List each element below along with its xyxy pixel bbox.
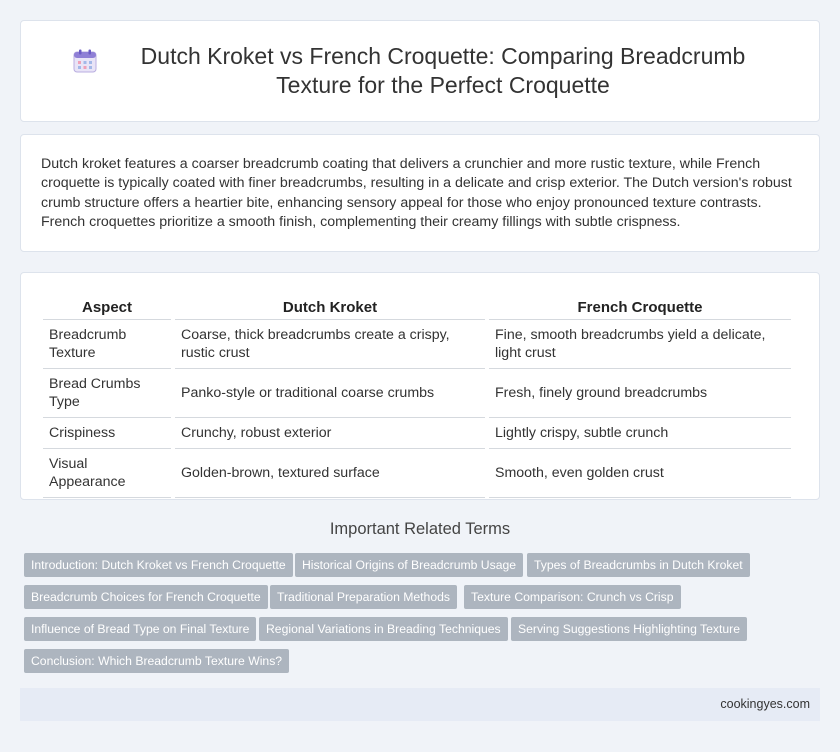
- related-tag[interactable]: Conclusion: Which Breadcrumb Texture Wins?: [24, 649, 289, 673]
- table-cell: Golden-brown, textured surface: [175, 449, 485, 498]
- table-cell: Coarse, thick breadcrumbs create a crispy, rustic crust: [175, 320, 485, 369]
- table-cell: Fresh, finely ground breadcrumbs: [489, 369, 791, 418]
- related-tag[interactable]: Types of Breadcrumbs in Dutch Kroket: [527, 553, 750, 577]
- related-tag[interactable]: Introduction: Dutch Kroket vs French Croquette: [24, 553, 293, 577]
- related-tag[interactable]: Historical Origins of Breadcrumb Usage: [295, 553, 523, 577]
- page-title: Dutch Kroket vs French Croquette: Comparing Breadcrumb Texture for the Perfect Croquette: [140, 43, 746, 98]
- table-row: [43, 449, 791, 498]
- related-tag[interactable]: Influence of Bread Type on Final Texture: [24, 617, 256, 641]
- header-aspect: Aspect: [43, 295, 171, 320]
- related-tag[interactable]: Serving Suggestions Highlighting Texture: [511, 617, 747, 641]
- table-row: [43, 369, 791, 418]
- related-tag[interactable]: Regional Variations in Breading Techniques: [259, 617, 508, 641]
- header-dutch-kroket: Dutch Kroket: [175, 295, 485, 320]
- footer: [20, 688, 820, 721]
- related-tag[interactable]: Breadcrumb Choices for French Croquette: [24, 585, 268, 609]
- header-inner: [70, 42, 770, 100]
- table-header-row: [43, 295, 791, 320]
- comparison-card: [20, 272, 820, 500]
- footer-site-link[interactable]: cookingyes.com: [720, 697, 810, 711]
- calendar-icon: [72, 48, 98, 74]
- related-terms-title: Important Related Terms: [329, 520, 511, 538]
- table-row: [43, 418, 791, 449]
- table-cell: Crunchy, robust exterior: [175, 418, 485, 449]
- intro-text: Dutch kroket features a coarser breadcrumb coating that delivers a crunchier and more rustic texture, while French croquette is typically coated with finer breadcrumbs, resulting in a delicate and crisp exterior. The Dutch version's robust crumb structure offers a heartier bite, enhancing sensory appeal for those who enjoy pronounced texture contrasts. French croquettes prioritize a smooth finish, complementing their creamy fillings with subtle crispness.: [41, 156, 792, 231]
- header-card: [20, 20, 820, 122]
- comparison-table: [39, 295, 795, 498]
- related-tag[interactable]: Texture Comparison: Crunch vs Crisp: [464, 585, 681, 609]
- table-cell: Smooth, even golden crust: [489, 449, 791, 498]
- table-cell: Panko-style or traditional coarse crumbs: [175, 369, 485, 418]
- related-tag[interactable]: Traditional Preparation Methods: [270, 585, 457, 609]
- table-row: [43, 320, 791, 369]
- header-french-croquette: French Croquette: [489, 295, 791, 320]
- table-cell: Fine, smooth breadcrumbs yield a delicate, light crust: [489, 320, 791, 369]
- table-cell: Visual Appearance: [43, 449, 171, 498]
- table-cell: Bread Crumbs Type: [43, 369, 171, 418]
- table-cell: Crispiness: [43, 418, 171, 449]
- intro-card: [20, 134, 820, 252]
- table-cell: Breadcrumb Texture: [43, 320, 171, 369]
- table-cell: Lightly crispy, subtle crunch: [489, 418, 791, 449]
